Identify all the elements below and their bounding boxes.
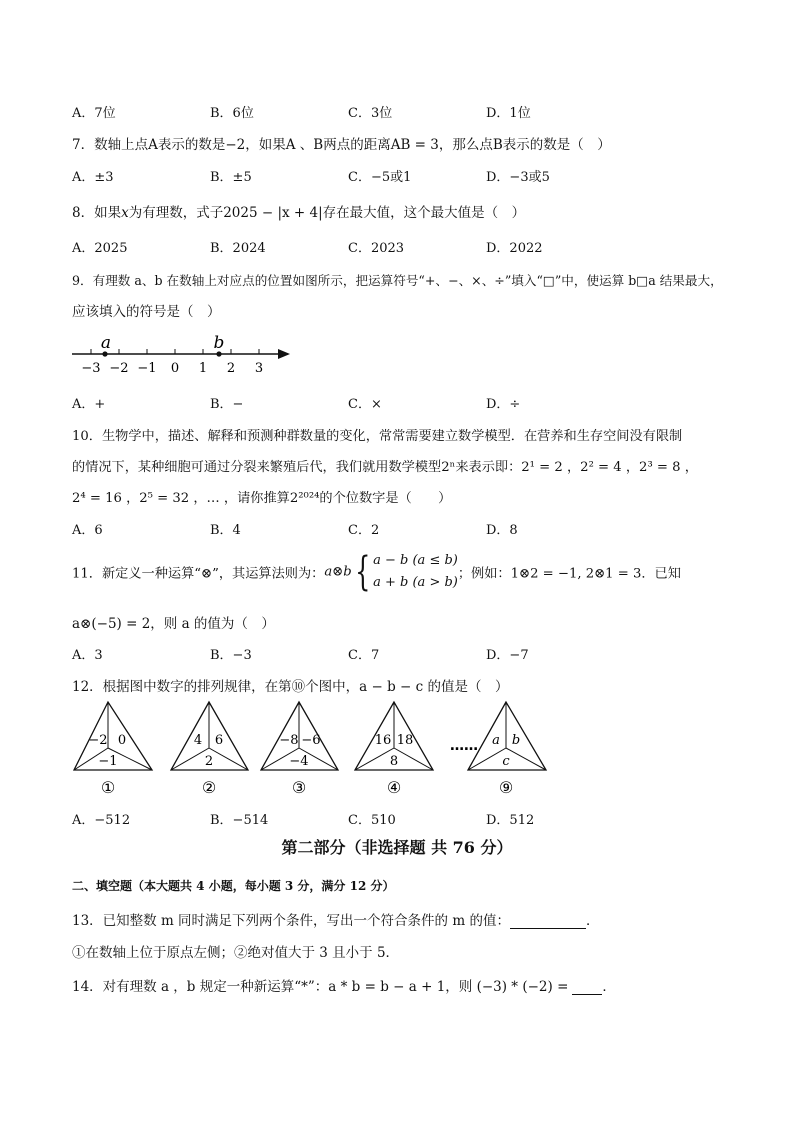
q12-figure-4 bbox=[355, 702, 433, 797]
q14-line-end: ． bbox=[602, 979, 616, 995]
q11-stem bbox=[72, 550, 681, 594]
q9-axis-arrow bbox=[278, 349, 290, 359]
q12-figure-2 bbox=[171, 702, 248, 797]
q8-option-b: B．2024 bbox=[210, 241, 266, 256]
q13-line1 bbox=[72, 909, 599, 929]
q12-fig9-label: ⑨ bbox=[498, 778, 514, 797]
q13-line1-text: 13．已知整数 m 同时满足下列两个条件，写出一个符合条件的 m 的值： bbox=[72, 913, 510, 929]
q8-expression: 2025 − |x + 4| bbox=[223, 205, 323, 221]
q8-stem-pre: 8．如果 bbox=[72, 205, 122, 221]
q12-fig3-bottom: −4 bbox=[289, 754, 309, 769]
q10-stem-line2 bbox=[72, 456, 698, 475]
q12-option-b: B．−514 bbox=[210, 813, 269, 828]
q12-figures bbox=[68, 700, 558, 800]
q7-option-d: D．−3或5 bbox=[486, 170, 550, 185]
q9-tick-label: 3 bbox=[254, 361, 264, 376]
q10-model: 2ⁿ bbox=[441, 460, 456, 475]
q9-option-a: A．+ bbox=[72, 397, 106, 412]
q8-stem-post: 存在最大值，这个最大值是（ ） bbox=[322, 205, 526, 221]
q9-option-b: B．− bbox=[210, 397, 244, 412]
q11-brace: { bbox=[354, 549, 371, 595]
q10-option-b: B．4 bbox=[210, 523, 241, 538]
q7-stem: 7．数轴上点A表示的数是−2，如果A 、B两点的距离AB = 3，那么点B表示的数是（ ） bbox=[72, 137, 611, 153]
q12-fig1-bottom: −1 bbox=[98, 754, 118, 769]
q12-figure-3 bbox=[261, 702, 338, 797]
q9-point-b-label: b bbox=[213, 333, 225, 353]
q8-option-d: D．2022 bbox=[486, 241, 543, 256]
q9-tick-label: 0 bbox=[170, 361, 180, 376]
q12-stem: 12．根据图中数字的排列规律，在第⑩个图中，a − b − c 的值是（ ） bbox=[72, 679, 509, 695]
q11-def-lhs: a⊗b bbox=[324, 564, 352, 580]
q11-stem-post: ；例如：1⊗2 = −1, 2⊗1 = 3．已知 bbox=[457, 566, 681, 582]
q6-option-c: C．3位 bbox=[348, 106, 393, 121]
q10-power: 2²⁰²⁴ bbox=[289, 491, 320, 506]
q9-axis-ticks bbox=[91, 349, 259, 354]
q12-fig1-left: −2 bbox=[88, 733, 108, 748]
q12-fig4-left: 16 bbox=[374, 733, 392, 748]
q9-tick-label: −2 bbox=[109, 361, 129, 376]
q10-line3-pre: 2⁴ = 16 ，2⁵ = 32 ，… ，请你推算 bbox=[72, 491, 290, 506]
q12-option-d: D．512 bbox=[486, 813, 535, 828]
q11-option-a: A．3 bbox=[72, 648, 103, 663]
q10-option-c: C．2 bbox=[348, 523, 380, 538]
q11-stem-pre: 11．新定义一种运算“⊗”，其运算法则为： bbox=[72, 566, 325, 582]
q11-option-b: B．−3 bbox=[210, 648, 252, 663]
q10-stem-line1: 10．生物学中，描述、解释和预测种群数量的变化，常常需要建立数学模型．在营养和生存空间没有限制 bbox=[72, 429, 683, 444]
q13-line1-end: ． bbox=[585, 913, 600, 929]
q13-answer-blank[interactable] bbox=[510, 928, 586, 929]
q14-line bbox=[72, 975, 616, 995]
q9-option-d: D．÷ bbox=[486, 397, 521, 412]
q12-fig9-right: b bbox=[511, 733, 521, 748]
q8-variable: x bbox=[121, 205, 129, 221]
q12-fig2-right: 6 bbox=[214, 733, 224, 748]
q6-option-d: D．1位 bbox=[486, 106, 531, 121]
q8-option-c: C．2023 bbox=[348, 241, 405, 256]
q9-stem-line2: 应该填入的符号是（ ） bbox=[72, 304, 221, 320]
q12-fig4-right: 18 bbox=[396, 733, 414, 748]
q12-fig3-label: ③ bbox=[291, 778, 307, 797]
q11-option-d: D．−7 bbox=[486, 648, 529, 663]
q13-line2: ①在数轴上位于原点左侧；②绝对值大于 3 且小于 5． bbox=[72, 945, 400, 961]
q10-line2-pre: 的情况下，某种细胞可通过分裂来繁殖后代，我们就用数学模型 bbox=[72, 460, 442, 475]
q9-stem-line1: 9．有理数 a、b 在数轴上对应点的位置如图所示，把运算符号“+、−、×、÷”填入“□”中，使运算 b□a 结果最大， bbox=[72, 273, 723, 288]
q7-option-c: C．−5或1 bbox=[348, 170, 412, 185]
q6-option-a: A．7位 bbox=[72, 106, 116, 121]
q14-answer-blank[interactable] bbox=[572, 994, 602, 995]
q7-option-a: A．±3 bbox=[72, 170, 114, 185]
q12-option-c: C．510 bbox=[348, 813, 396, 828]
q9-point-a-label: a bbox=[100, 333, 112, 353]
section2-heading: 二、填空题（本大题共 4 小题，每小题 3 分，满分 12 分） bbox=[72, 879, 395, 893]
q12-figure-1 bbox=[74, 702, 152, 797]
q12-fig4-bottom: 8 bbox=[389, 754, 399, 769]
q12-ellipsis: …… bbox=[450, 738, 478, 754]
q12-fig3-right: −6 bbox=[301, 733, 321, 748]
q8-stem-mid: 为有理数，式子 bbox=[128, 205, 224, 221]
q6-option-b: B．6位 bbox=[210, 106, 254, 121]
q11-option-c: C．7 bbox=[348, 648, 380, 663]
q12-fig3-left: −8 bbox=[279, 733, 299, 748]
q9-tick-label: −1 bbox=[137, 361, 157, 376]
q12-fig9-bottom: c bbox=[502, 754, 510, 769]
q12-fig1-label: ① bbox=[100, 778, 116, 797]
q14-line-text: 14．对有理数 a ，b 规定一种新运算“*”：a * b = b − a + 1，则 (−3) * (−2) = bbox=[72, 979, 569, 995]
q12-fig1-right: 0 bbox=[117, 733, 127, 748]
q9-tick-label: −3 bbox=[81, 361, 101, 376]
q11-case-2: a + b (a > b) bbox=[373, 575, 458, 590]
q11-case-1: a − b (a ≤ b) bbox=[373, 553, 458, 568]
q12-figure-9 bbox=[468, 702, 546, 797]
q9-tick-label: 1 bbox=[198, 361, 208, 376]
q12-fig9-left: a bbox=[492, 733, 500, 748]
q12-option-a: A．−512 bbox=[72, 813, 131, 828]
q11-cases bbox=[373, 550, 458, 594]
q9-number-line bbox=[68, 332, 298, 378]
q9-option-c: C．× bbox=[348, 397, 382, 412]
part2-title: 第二部分（非选择题 共 76 分） bbox=[281, 838, 513, 857]
q12-fig2-label: ② bbox=[201, 778, 217, 797]
q10-line2-post: 来表示即：2¹ = 2 ，2² = 4 ，2³ = 8 ， bbox=[455, 460, 698, 475]
q7-option-b: B．±5 bbox=[210, 170, 252, 185]
q12-fig2-left: 4 bbox=[193, 733, 203, 748]
q8-stem bbox=[72, 201, 525, 221]
q12-fig4-label: ④ bbox=[386, 778, 402, 797]
q10-stem-line3 bbox=[72, 487, 451, 506]
q10-option-a: A．6 bbox=[72, 523, 103, 538]
q11-stem-line2: a⊗(−5) = 2，则 a 的值为（ ） bbox=[72, 616, 275, 632]
q10-option-d: D．8 bbox=[486, 523, 518, 538]
q9-tick-label: 2 bbox=[226, 361, 236, 376]
q10-line3-post: 的个位数字是（ ） bbox=[319, 491, 452, 506]
q8-option-a: A．2025 bbox=[72, 241, 128, 256]
q12-fig2-bottom: 2 bbox=[204, 754, 214, 769]
